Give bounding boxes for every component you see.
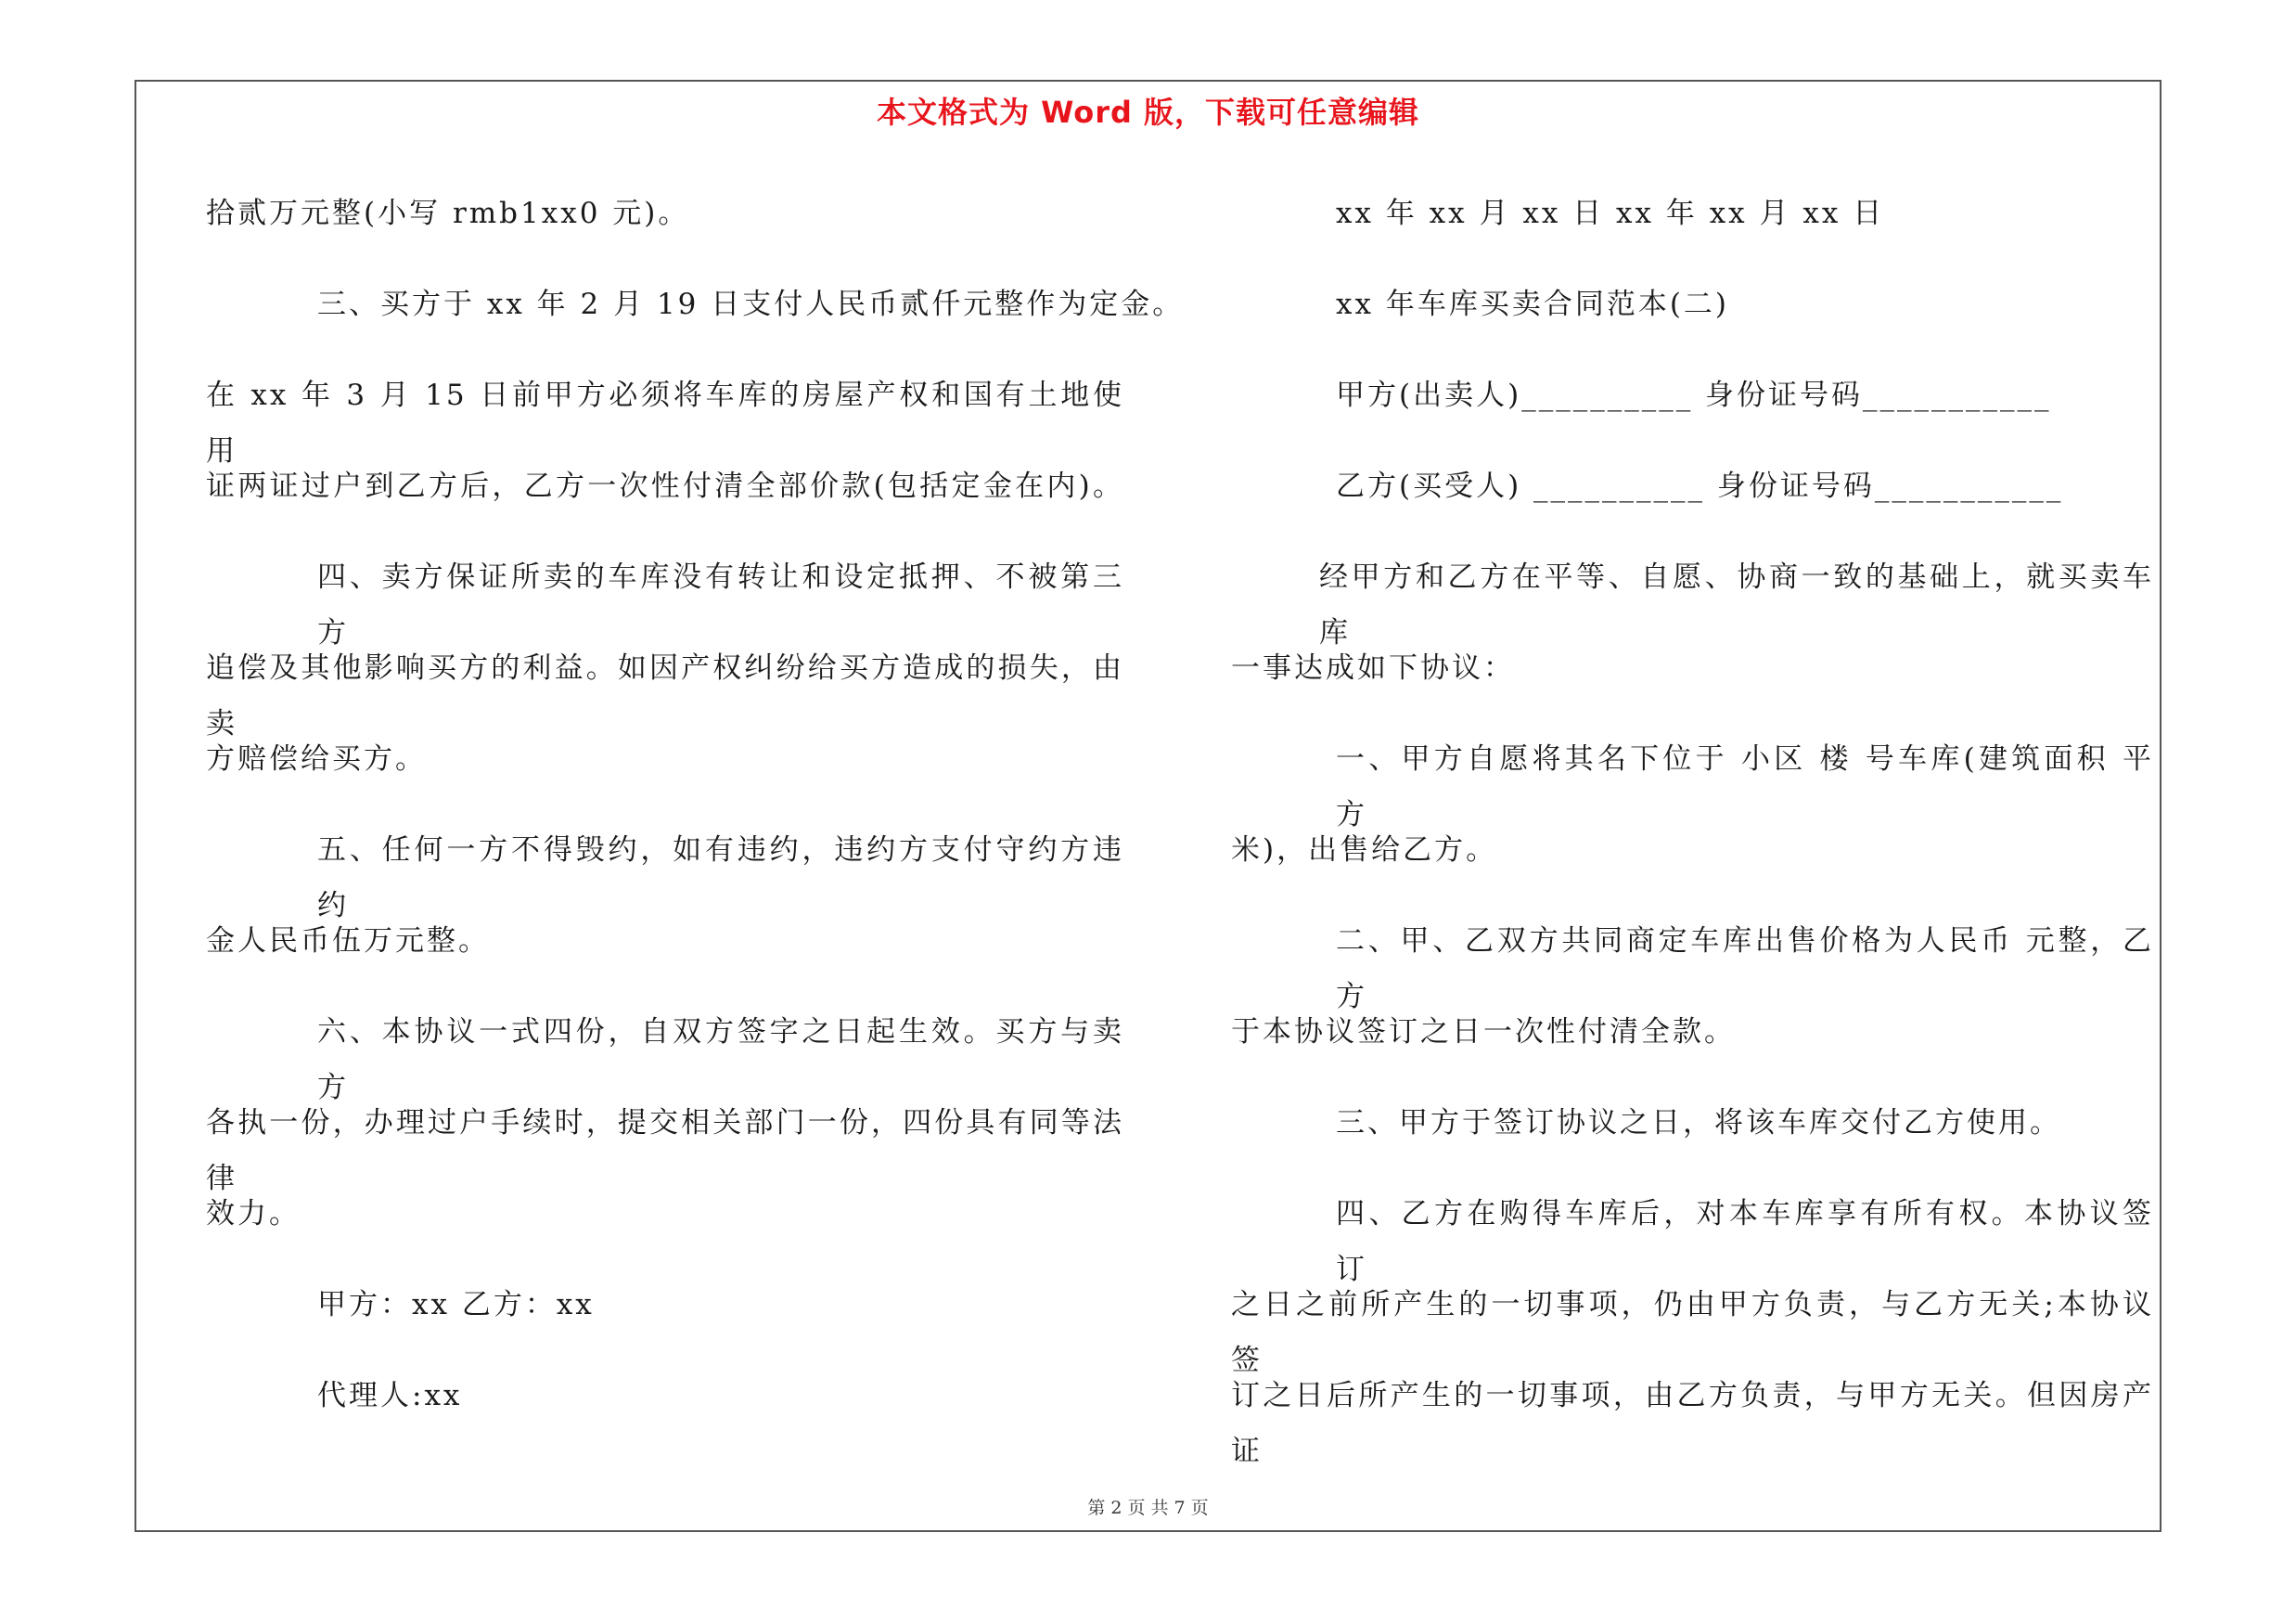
text-line: 方赔偿给买方。 [206, 742, 427, 776]
date-line: xx 年 xx 月 xx 日 xx 年 xx 月 xx 日 [1336, 197, 1885, 230]
party-a-line: 甲方(出卖人)__________ 身份证号码___________ [1336, 379, 2052, 412]
text-line: 之日之前所产生的一切事项，仍由甲方负责，与乙方无关;本协议签 [1231, 1288, 2154, 1377]
text-line: 效力。 [206, 1197, 301, 1230]
text-line: 四、卖方保证所卖的车库没有转让和设定抵押、不被第三方 [317, 560, 1124, 650]
signature-line: 甲方：xx 乙方：xx [317, 1288, 595, 1321]
text-line: 各执一份，办理过户手续时，提交相关部门一份，四份具有同等法律 [206, 1106, 1124, 1195]
text-line: 四、乙方在购得车库后，对本车库享有所有权。本协议签订 [1336, 1197, 2154, 1286]
text-line: 证两证过户到乙方后，乙方一次性付清全部价款(包括定金在内)。 [206, 470, 1124, 503]
text-line: 在 xx 年 3 月 15 日前甲方必须将车库的房屋产权和国有土地使用 [206, 379, 1124, 468]
text-line: 六、本协议一式四份，自双方签字之日起生效。买方与卖方 [317, 1015, 1124, 1104]
left-column [206, 186, 1185, 1459]
text-line: 一事达成如下协议： [1231, 651, 1515, 685]
text-line: 五、任何一方不得毁约，如有违约，违约方支付守约方违约 [317, 833, 1124, 922]
right-column [1231, 186, 2154, 1468]
text-line: 拾贰万元整(小写 rmb1xx0 元)。 [206, 197, 690, 230]
text-line: 三、甲方于签订协议之日，将该车库交付乙方使用。 [1336, 1106, 2061, 1140]
text-line: 米)，出售给乙方。 [1231, 833, 1498, 867]
text-line: 订之日后所产生的一切事项，由乙方负责，与甲方无关。但因房产证 [1231, 1379, 2154, 1468]
text-line: 经甲方和乙方在平等、自愿、协商一致的基础上，就买卖车库 [1319, 560, 2154, 650]
section-title: xx 年车库买卖合同范本(二) [1336, 288, 1730, 321]
text-line: 于本协议签订之日一次性付清全款。 [1231, 1015, 1736, 1049]
party-b-line: 乙方(买受人) __________ 身份证号码___________ [1336, 470, 2064, 503]
text-line: 二、甲、乙双方共同商定车库出售价格为人民币 元整，乙方 [1336, 924, 2154, 1013]
text-line: 一、甲方自愿将其名下位于 小区 楼 号车库(建筑面积 平方 [1336, 742, 2154, 831]
page-number: 第 2 页 共 7 页 [1087, 1498, 1209, 1518]
text-line: 金人民币伍万元整。 [206, 924, 490, 958]
text-line: 三、买方于 xx 年 2 月 19 日支付人民币贰仟元整作为定金。 [317, 288, 1185, 321]
text-line: 追偿及其他影响买方的利益。如因产权纠纷给买方造成的损失，由卖 [206, 651, 1124, 741]
format-banner: 本文格式为 Word 版，下载可任意编辑 [876, 95, 1420, 130]
agent-line: 代理人:xx [317, 1379, 463, 1412]
